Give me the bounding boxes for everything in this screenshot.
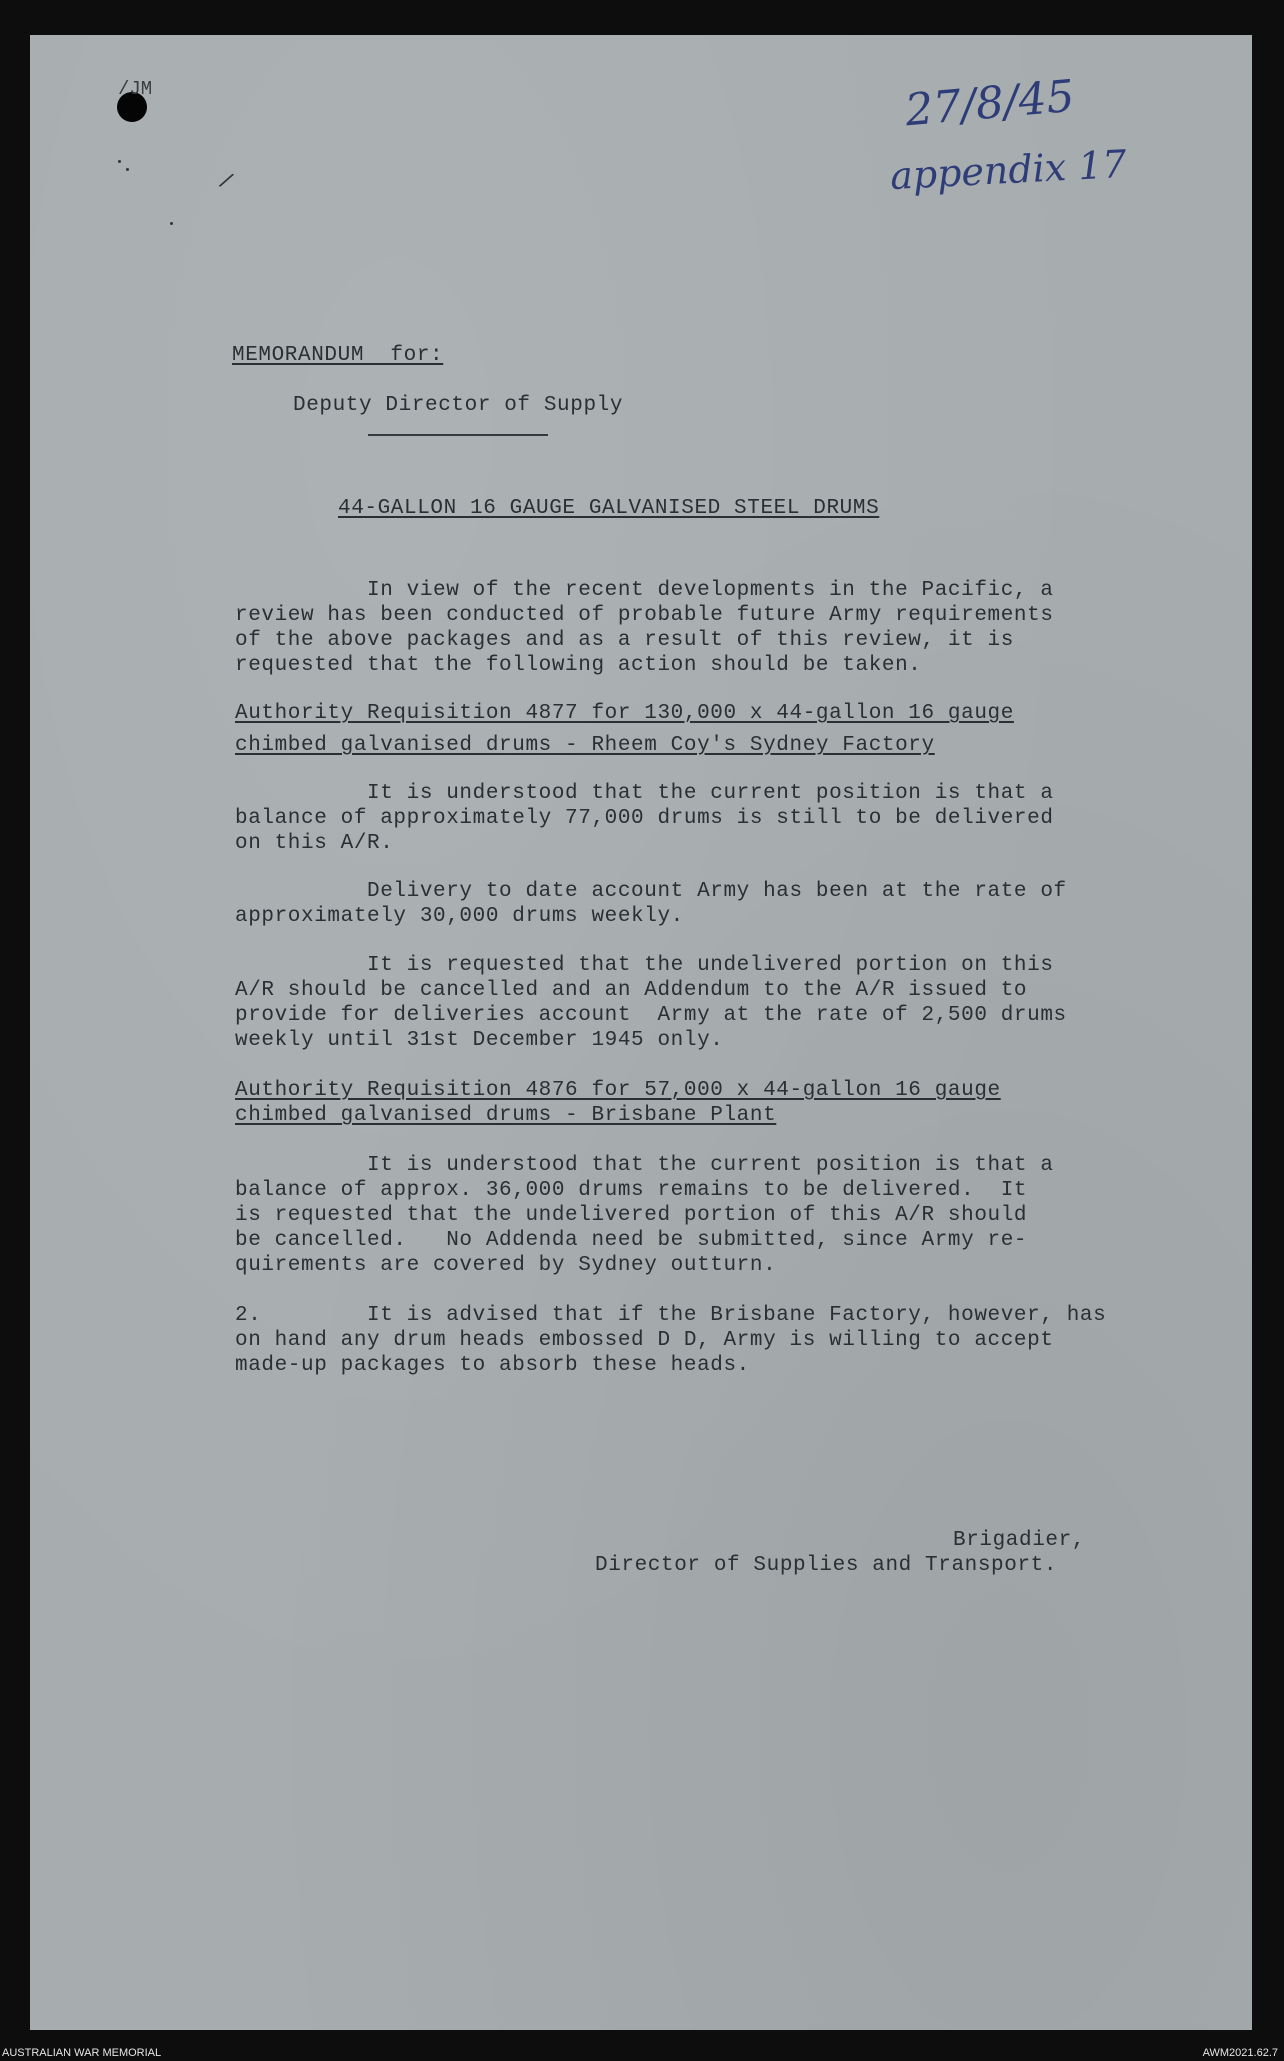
ink-speck [126,168,129,171]
intro-line: of the above packages and as a result of this review, it is [235,629,1014,652]
section1-heading: chimbed galvanised drums - Rheem Coy's Sydney Factory [235,734,935,757]
section1-para1-line: balance of approximately 77,000 drums is still to be delivered [235,807,1054,830]
section1-para1-line: on this A/R. [235,832,394,855]
intro-line: requested that the following action should be taken. [235,654,922,677]
recipient: Deputy Director of Supply [293,394,624,417]
recipient-underline [368,434,548,436]
signature-title: Director of Supplies and Transport. [595,1554,1058,1577]
ink-speck [118,160,121,163]
section2-para1-line: quirements are covered by Sydney outturn. [235,1254,777,1277]
ink-speck [170,222,173,225]
section2-para1-line: is requested that the undelivered portion of this A/R should [235,1204,1028,1227]
intro-line: In view of the recent developments in the Pacific, a [235,579,1054,602]
para2-line: made-up packages to absorb these heads. [235,1354,750,1377]
section2-heading: Authority Requisition 4876 for 57,000 x 44-gallon 16 gauge [235,1079,1001,1102]
pencil-tick-mark: / [215,168,237,197]
para2-line: 2. It is advised that if the Brisbane Factory, however, has [235,1304,1107,1327]
section1-para3-line: It is requested that the undelivered portion on this [235,954,1054,977]
footer-accession-number: AWM2021.62.7 [1202,2047,1278,2059]
section1-heading: Authority Requisition 4877 for 130,000 x 44-gallon 16 gauge [235,702,1014,725]
section2-para1-line: It is understood that the current position is that a [235,1154,1054,1177]
section2-para1-line: be cancelled. No Addenda need be submitted, since Army re- [235,1229,1028,1252]
handwritten-appendix: appendix 17 [889,141,1128,199]
section1-para3-line: A/R should be cancelled and an Addendum to the A/R issued to [235,979,1028,1002]
section1-para2-line: Delivery to date account Army has been at the rate of [235,880,1067,903]
intro-line: review has been conducted of probable future Army requirements [235,604,1054,627]
section1-para3-line: weekly until 31st December 1945 only. [235,1029,724,1052]
subject-heading: 44-GALLON 16 GAUGE GALVANISED STEEL DRUMS [338,497,880,520]
handwritten-date: 27/8/45 [903,70,1077,137]
signature-rank: Brigadier, [953,1529,1086,1552]
memo-heading: MEMORANDUM for: [232,344,444,367]
section1-para3-line: provide for deliveries account Army at the rate of 2,500 drums [235,1004,1067,1027]
section1-para2-line: approximately 30,000 drums weekly. [235,905,684,928]
section2-heading: chimbed galvanised drums - Brisbane Plant [235,1104,777,1127]
para2-line: on hand any drum heads embossed D D, Army is willing to accept [235,1329,1054,1352]
footer-institution: AUSTRALIAN WAR MEMORIAL [2,2047,162,2059]
section2-para1-line: balance of approx. 36,000 drums remains to be delivered. It [235,1179,1028,1202]
file-reference: /JM [118,78,153,100]
section1-para1-line: It is understood that the current position is that a [235,782,1054,805]
